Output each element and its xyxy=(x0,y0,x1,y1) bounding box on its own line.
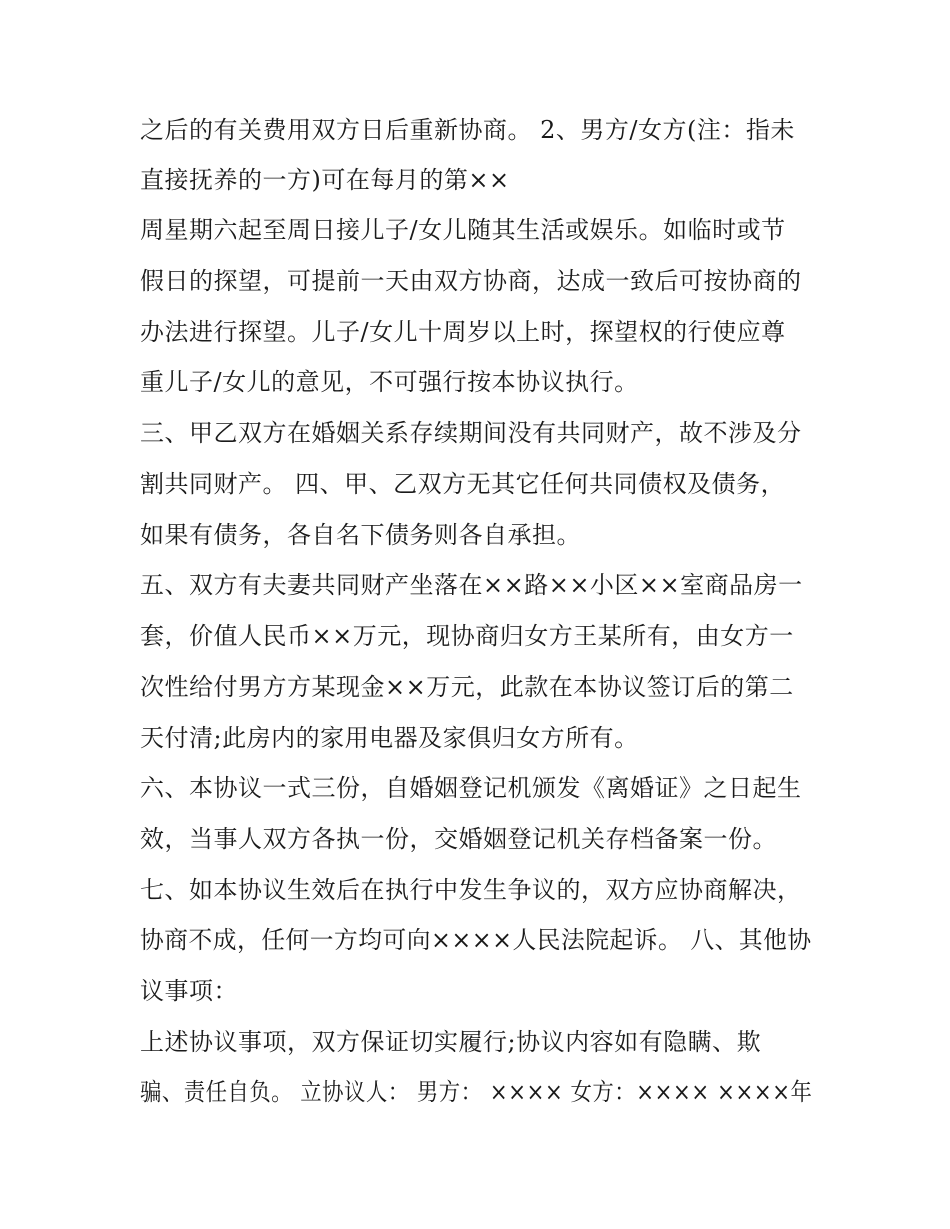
text-line-19: 上述协议事项，双方保证切实履行;协议内容如有隐瞒、欺 xyxy=(140,1028,762,1056)
text-line-10: 五、双方有夫妻共同财产坐落在××路××小区××室商品房一 xyxy=(140,571,803,599)
text-line-3: 周星期六起至周日接儿子/女儿随其生活或娱乐。如临时或节 xyxy=(140,216,786,244)
text-line-1: 之后的有关费用双方日后重新协商。 2、男方/女方(注：指未 xyxy=(140,116,795,144)
text-line-16: 七、如本协议生效后在执行中发生争议的，双方应协商解决， xyxy=(140,876,802,904)
text-line-7: 三、甲乙双方在婚姻关系存续期间没有共同财产，故不涉及分 xyxy=(140,419,802,447)
text-line-15: 效，当事人双方各执一份，交婚姻登记机关存档备案一份。 xyxy=(140,825,777,853)
text-line-8: 割共同财产。 四、甲、乙双方无其它任何共同债权及债务， xyxy=(140,470,786,498)
text-line-18: 议事项： xyxy=(140,977,238,1005)
text-line-9: 如果有债务，各自名下债务则各自承担。 xyxy=(140,521,581,549)
text-line-4: 假日的探望，可提前一天由双方协商，达成一致后可按协商的 xyxy=(140,267,802,295)
text-line-12: 次性给付男方方某现金××万元，此款在本协议签订后的第二 xyxy=(140,673,794,701)
text-line-6: 重儿子/女儿的意见，不可强行按本协议执行。 xyxy=(140,368,639,396)
text-line-20: 骗、责任自负。 立协议人： 男方： ×××× 女方：×××× ××××年 xyxy=(140,1078,813,1106)
text-line-17: 协商不成，任何一方均可向××××人民法院起诉。 八、其他协 xyxy=(140,926,812,954)
text-line-13: 天付清;此房内的家用电器及家俱归女方所有。 xyxy=(140,724,639,752)
text-line-5: 办法进行探望。儿子/女儿十周岁以上时，探望权的行使应尊 xyxy=(140,318,786,346)
text-line-11: 套，价值人民币××万元，现协商归女方王某所有，由女方一 xyxy=(140,622,794,650)
text-line-14: 六、本协议一式三份，自婚姻登记机颁发《离婚证》之日起生 xyxy=(140,774,802,802)
text-line-2: 直接抚养的一方)可在每月的第×× xyxy=(140,166,510,194)
